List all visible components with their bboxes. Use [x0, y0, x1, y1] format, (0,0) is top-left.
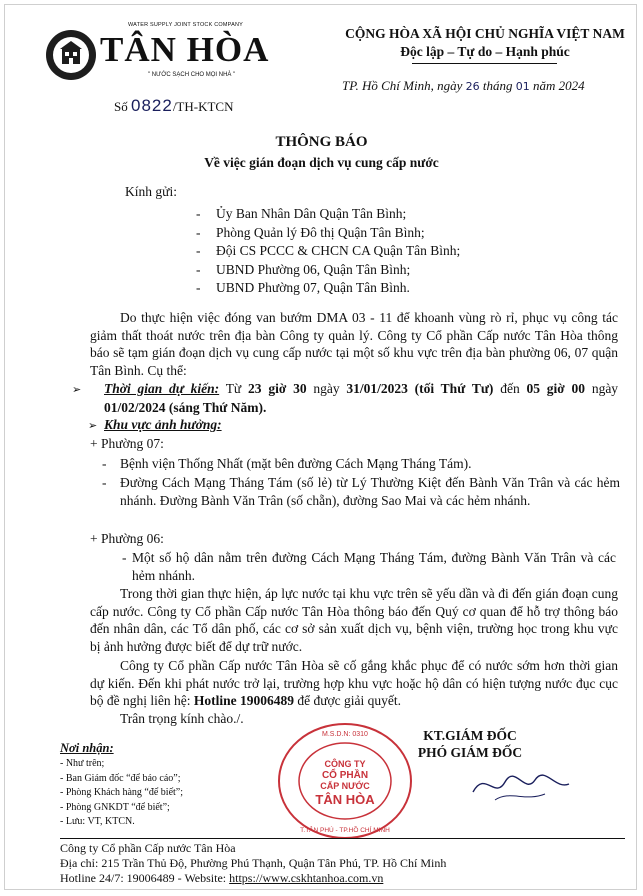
recipient-list [196, 205, 460, 298]
list-item: - Như trên; [60, 758, 105, 769]
date-year: năm 2024 [533, 78, 585, 93]
svg-text:TÂN HÒA: TÂN HÒA [315, 792, 375, 807]
signature-title-1: KT.GIÁM ĐỐC [423, 728, 517, 743]
intro-paragraph: Do thực hiện việc đóng van bướm DMA 03 - 11 để khoanh vùng rò rỉ, phục vụ công tác giảm thất thoát nước trên địa bàn Công ty quản lý. Công ty Cổ phần Cấp nước Tân Hòa thông báo sẽ tạm gián đoạn dịch vụ cung cấp nước tại một số khu vực trên địa bàn phường 06, 07 quận Tân Bình. Cụ thể: [90, 310, 618, 378]
doc-suffix: /TH-KTCN [172, 99, 234, 114]
company-logo-icon [44, 28, 98, 82]
paragraph-hotline: Công ty Cổ phần Cấp nước Tân Hòa sẽ cố gắng khắc phục để có nước sớm hơn thời gian dự kiến. Đến khi phát nước trở lại, trường hợp khu vực hoặc hộ dân có hiện tượng nước đục cục bộ đề nghị liên hệ: Hotline 19006489 để được giải quyết. [90, 658, 618, 708]
arrow-bullet-icon: ➢ [88, 419, 98, 432]
svg-text:CỔ PHẦN: CỔ PHẦN [321, 770, 369, 781]
document-title: THÔNG BÁO [275, 134, 368, 150]
footer-address: Địa chỉ: 215 Trần Thủ Độ, Phường Phú Thạnh, Quận Tân Phú, TP. Hồ Chí Minh [60, 856, 447, 870]
company-english-name: WATER SUPPLY JOINT STOCK COMPANY [128, 22, 243, 28]
date-prefix: TP. Hồ Chí Minh, ngày [342, 78, 463, 93]
ward-07-heading: + Phường 07: [90, 436, 164, 451]
date-month-label: tháng [482, 78, 513, 93]
recipient-item: - UBND Phường 07, Quận Tân Bình. [196, 280, 410, 296]
slogan: " NƯỚC SẠCH CHO MỌI NHÀ " [148, 72, 236, 78]
list-item: - Một số hộ dân nằm trên đường Cách Mạng Tháng Tám, đường Bành Văn Trân và các hẻm nhánh. [122, 550, 616, 583]
signature-title-2: PHÓ GIÁM ĐỐC [417, 745, 523, 760]
date-month: 01 [515, 80, 530, 93]
footer-divider [60, 838, 625, 839]
list-item: - Bệnh viện Thống Nhất (mặt bên đường Cách Mạng Tháng Tám). [102, 456, 472, 471]
footer-contact: Hotline 24/7: 19006489 - Website: https://www.cskhtanhoa.com.vn [60, 871, 384, 885]
doc-number-value: 0822 [130, 96, 173, 115]
list-item: - Phòng GNKDT “để biết”; [60, 801, 170, 813]
paragraph-pressure: Trong thời gian thực hiện, áp lực nước tại khu vực trên sẽ yếu dần và đi đến gián đoạn cung cấp nước. Công ty Cổ phần Cấp nước Tân Hòa thông báo đến Quý cơ quan để hỗ trợ thông báo đến nhân dân, các Tổ dân phố, các cơ sở sản xuất dịch vụ, bệnh viện, trường học trong khu vực bị ảnh hưởng được biết để dự trữ nước. [90, 586, 618, 654]
recipient-item: - UBND Phường 06, Quận Tân Bình; [196, 261, 411, 277]
document-number [114, 96, 233, 116]
area-section-heading [88, 416, 222, 435]
date-day: 26 [465, 80, 480, 93]
footer-company: Công ty Cổ phần Cấp nước Tân Hòa [60, 841, 236, 855]
doc-prefix: Số [114, 99, 128, 114]
area-label: Khu vực ảnh hưởng: [104, 417, 222, 432]
recipient-item: - Phòng Quản lý Đô thị Quận Tân Bình; [196, 224, 425, 240]
motto-underline [412, 63, 557, 64]
nation-motto: Độc lập – Tự do – Hạnh phúc [400, 44, 570, 59]
list-item: - Lưu: VT, KTCN. [60, 816, 135, 828]
list-item: - Đường Cách Mạng Tháng Tám (số lẻ) từ Lý Thường Kiệt đến Bành Văn Trân và các hẻm nhánh. Đường Bành Văn Trân (số chẵn), đường Sao Mai và các hẻm nhánh. [102, 475, 620, 508]
date-line [342, 78, 585, 94]
time-label: Thời gian dự kiến: [104, 381, 220, 396]
svg-text:CẤP NƯỚC: CẤP NƯỚC [320, 781, 370, 791]
svg-text:T.TÂN PHÚ - TP.HỒ CHÍ MINH: T.TÂN PHÚ - TP.HỒ CHÍ MINH [300, 827, 390, 834]
time-section: ➢ Thời gian dự kiến: Từ 23 giờ 30 ngày 31/01/2023 (tối Thứ Tư) đến 05 giờ 00 ngày 01/02/2024 (sáng Thứ Năm). [72, 381, 619, 415]
brand-name: TÂN HÒA [100, 30, 270, 69]
nation-title: CỘNG HÒA XÃ HỘI CHỦ NGHĨA VIỆT NAM [345, 26, 625, 41]
arrow-bullet-icon: ➢ [72, 383, 82, 396]
footer [60, 841, 446, 886]
list-item: - Phòng Khách hàng “để biết”; [60, 787, 184, 799]
handwritten-signature-icon [465, 760, 575, 820]
recipient-item: - Đội CS PCCC & CHCN CA Quận Tân Bình; [196, 243, 461, 259]
greeting: Kính gửi: [125, 184, 177, 199]
website-link[interactable]: https://www.cskhtanhoa.com.vn [229, 871, 384, 885]
closing-line: Trân trọng kính chào./. [120, 711, 244, 726]
recipients-note-list [60, 757, 183, 830]
svg-text:M.S.D.N: 0310: M.S.D.N: 0310 [322, 731, 368, 738]
svg-text:CÔNG TY: CÔNG TY [324, 759, 366, 769]
recipient-item: - Ủy Ban Nhân Dân Quận Tân Bình; [196, 206, 407, 221]
recipients-note-title: Nơi nhận: [60, 741, 114, 755]
ward-06-heading: + Phường 06: [90, 531, 164, 546]
list-item: - Ban Giám đốc “để báo cáo”; [60, 772, 181, 784]
document-subtitle: Về việc gián đoạn dịch vụ cung cấp nước [204, 155, 439, 170]
